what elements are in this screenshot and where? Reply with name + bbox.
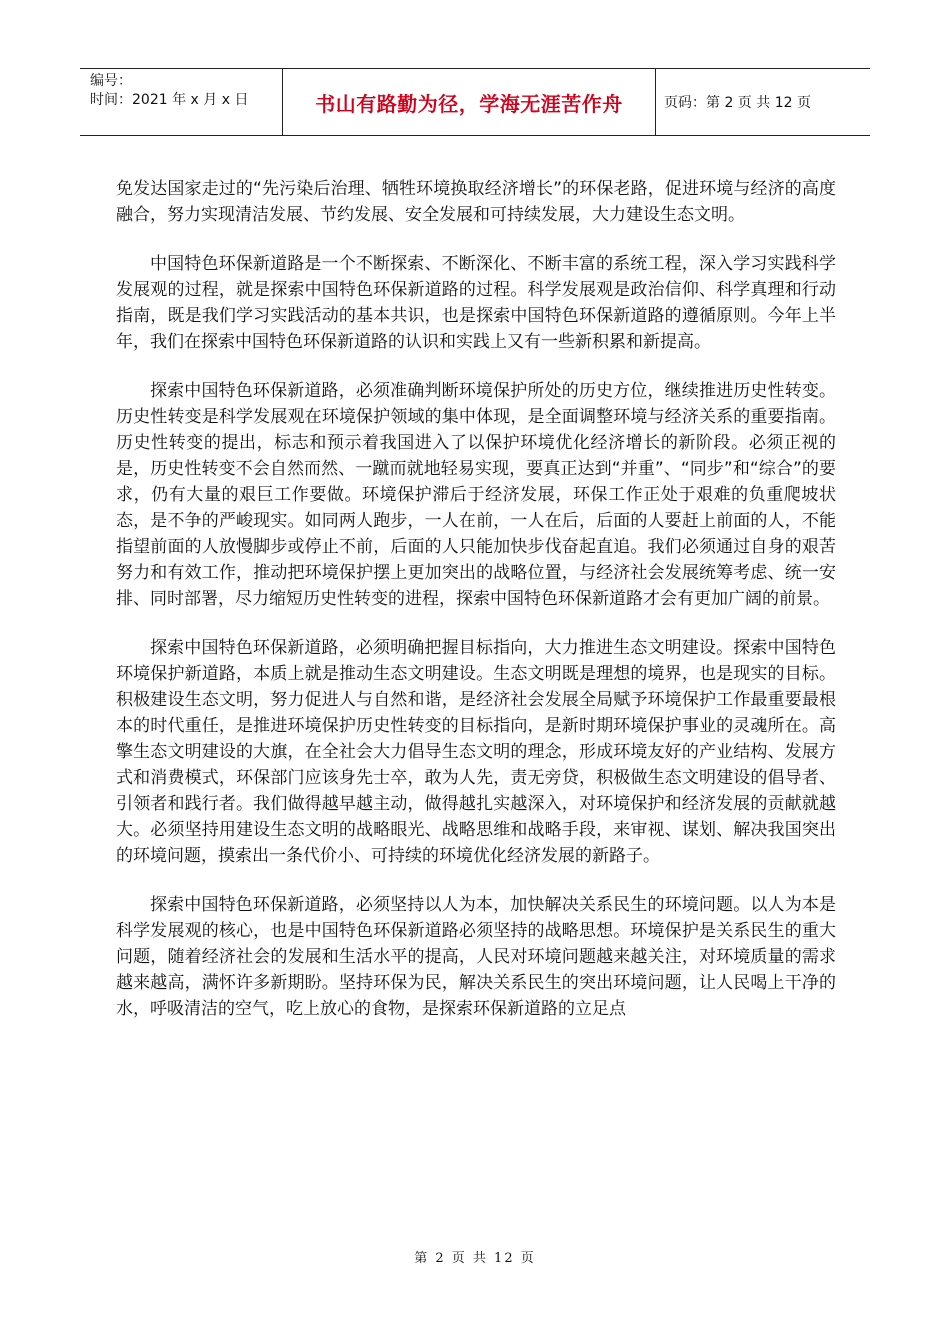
paragraph: 中国特色环保新道路是一个不断探索、不断深化、不断丰富的系统工程，深入学习实践科学发展观的过程，就是探索中国特色环保新道路的过程。科学发展观是政治信仰、科学真理和行动指南，既是我们学习实践活动的基本共识，也是探索中国特色环保新道路的遵循原则。今年上半年，我们在探索中国特色环保新道路的认识和实践上又有一些新积累和新提高。 [116, 254, 836, 352]
paragraph: 免发达国家走过的“先污染后治理、牺牲环境换取经济增长”的环保老路，促进环境与经济的高度融合，努力实现清洁发展、节约发展、安全发展和可持续发展，大力建设生态文明。 [116, 179, 836, 225]
page-footer: 第 2 页 共 12 页 [414, 1251, 536, 1266]
paragraph: 探索中国特色环保新道路，必须准确判断环境保护所处的历史方位，继续推进历史性转变。历史性转变是科学发展观在环境保护领域的集中体现，是全面调整环境与经济关系的重要指南。历史性转变的提出，标志和预示着我国进入了以保护环境优化经济增长的新阶段。必须正视的是，历史性转变不会自然而然、一蹴而就地轻易实现，要真正达到“并重”、“同步”和“综合”的要求，仍有大量的艰巨工作要做。环境保护滞后于经济发展，环保工作正处于艰难的负重爬坡状态，是不争的严峻现实。如同两人跑步，一人在前，一人在后，后面的人要赶上前面的人，不能指望前面的人放慢脚步或停止不前，后面的人只能加快步伐奋起直追。我们必须通过自身的艰苦努力和有效工作，推动把环境保护摆上更加突出的战略位置，与经济社会发展统筹考虑、统一安排、同时部署，尽力缩短历史性转变的进程，探索中国特色环保新道路才会有更加广阔的前景。 [116, 381, 836, 609]
date-line: 时间：2021 年 x 月 x 日 [90, 92, 249, 108]
paragraph: 探索中国特色环保新道路，必须坚持以人为本，加快解决关系民生的环境问题。以人为本是科学发展观的核心，也是中国特色环保新道路必须坚持的战略思想。环境保护是关系民生的重大问题，随着经济社会的发展和生活水平的提高，人民对环境问题越来越关注，对环境质量的需求越来越高，满怀许多新期盼。坚持环保为民，解决关系民生的突出环境问题，让人民喝上干净的水，呼吸清洁的空气，吃上放心的食物，是探索环保新道路的立足点 [116, 895, 836, 1019]
motto: 书山有路勤为径，学海无涯苦作舟 [315, 91, 623, 116]
page-header [80, 68, 870, 136]
paragraph: 探索中国特色环保新道路，必须明确把握目标指向，大力推进生态文明建设。探索中国特色环境保护新道路，本质上就是推动生态文明建设。生态文明既是理想的境界，也是现实的目标。积极建设生态文明，努力促进人与自然和谐，是经济社会发展全局赋予环境保护工作最重要最根本的时代重任，是推进环境保护历史性转变的目标指向，是新时期环境保护事业的灵魂所在。高擎生态文明建设的大旗，在全社会大力倡导生态文明的理念，形成环境友好的产业结构、发展方式和消费模式，环保部门应该身先士卒，敢为人先，责无旁贷，积极做生态文明建设的倡导者、引领者和践行者。我们做得越早越主动，做得越扎实越深入，对环境保护和经济发展的贡献就越大。必须坚持用建设生态文明的战略眼光、战略思维和战略手段，来审视、谋划、解决我国突出的环境问题，摸索出一条代价小、可持续的环境优化经济发展的新路子。 [116, 638, 836, 866]
header-motto-cell [283, 69, 656, 135]
serial-number-label: 编号： [90, 73, 132, 89]
header-page-info [656, 69, 870, 135]
header-meta [80, 69, 283, 135]
body-text [116, 176, 836, 1045]
page-info: 页码：第 2 页 共 12 页 [664, 95, 811, 111]
